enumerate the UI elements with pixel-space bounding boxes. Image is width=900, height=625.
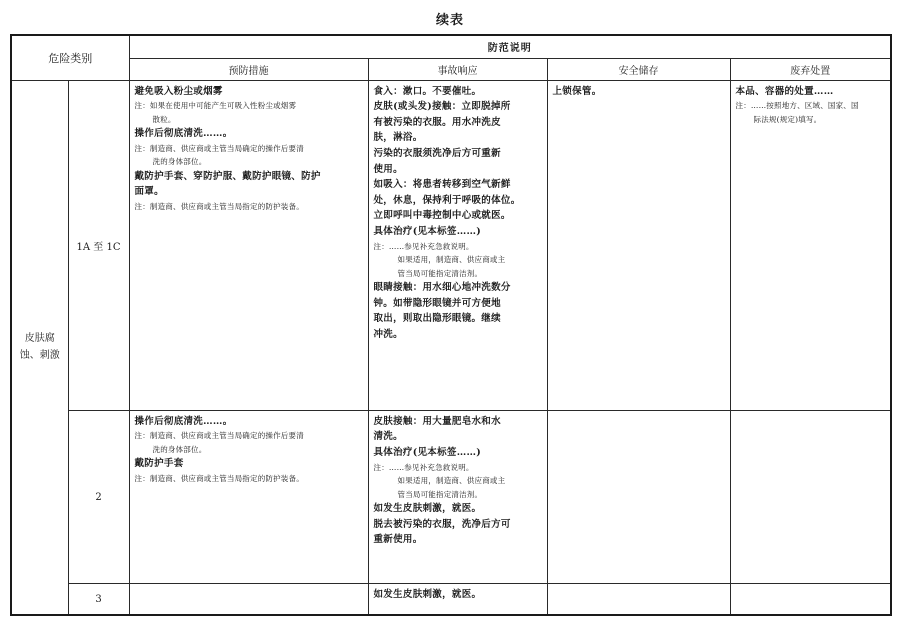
disposal-cell: [730, 584, 891, 615]
note-line: 散粒。: [152, 114, 176, 124]
instruction-line: 有被污染的衣服。用水冲洗皮: [373, 116, 501, 128]
instruction-line: 食入：漱口。不要催吐。: [373, 85, 482, 97]
header-storage: 安全储存: [547, 58, 730, 80]
response-cell: [368, 410, 547, 584]
instruction-line: 眼睛接触：用水细心地冲洗数分: [373, 282, 511, 294]
instruction-line: 肤，淋浴。: [373, 132, 423, 144]
instruction-line: 面罩。: [134, 186, 164, 198]
prevention-cell: [129, 410, 368, 584]
disposal-cell: [730, 410, 891, 584]
instruction-line: 皮肤(或头发)接触：立即脱掉所: [373, 101, 511, 113]
instruction-line: 使用。: [373, 163, 403, 175]
instruction-line: 如发生皮肤刺激，就医。: [373, 589, 482, 601]
instruction-line: 如吸入：将患者转移到空气新鲜: [373, 179, 511, 191]
note-line: 管当局可能指定清洁剂。: [397, 489, 483, 499]
prevention-cell: [129, 584, 368, 615]
note-line: 注：……参见补充急救说明。: [373, 241, 474, 251]
instruction-line: 避免吸入粉尘或烟雾: [134, 85, 223, 97]
storage-cell: [547, 80, 730, 410]
note-line: 际法规(规定)填写。: [753, 114, 822, 124]
note-line: 洗的身体部位。: [152, 444, 207, 454]
instruction-line: 戴防护手套、穿防护服、戴防护眼镜、防护: [134, 170, 321, 182]
instruction-line: 具体治疗(见本标签……): [373, 225, 482, 237]
header-response: 事故响应: [368, 58, 547, 80]
header-row-1: [11, 35, 891, 58]
instruction-line: 操作后彻底清洗……。: [134, 128, 233, 140]
instruction-line: 取出，则取出隐形眼镜。继续: [373, 313, 501, 325]
storage-cell: [547, 584, 730, 615]
response-cell: [368, 584, 547, 615]
note-line: 注：……按照地方、区域、国家、国: [735, 101, 859, 111]
prevention-cell: [129, 80, 368, 410]
hazard-precaution-table: [10, 34, 892, 616]
note-line: 注：……参见补充急救说明。: [373, 462, 474, 472]
header-prevention: 预防措施: [129, 58, 368, 80]
category-cell: 皮肤腐蚀、刺激: [11, 80, 68, 615]
instruction-line: 冲洗。: [373, 328, 403, 340]
instruction-line: 钟。如带隐形眼镜并可方便地: [373, 297, 501, 309]
note-line: 注：如果在使用中可能产生可吸入性粉尘或烟雾: [134, 101, 297, 111]
instruction-line: 立即呼叫中毒控制中心或就医。: [373, 210, 511, 222]
note-line: 注：制造商、供应商或主管当局指定的防护装备。: [134, 202, 304, 212]
note-line: 洗的身体部位。: [152, 157, 207, 167]
subcategory-cell: 1A 至 1C: [68, 80, 129, 410]
instruction-line: 戴防护手套: [134, 458, 184, 470]
response-cell: [368, 80, 547, 410]
note-line: 如果适用，制造商、供应商或主: [397, 255, 506, 265]
header-disposal: 废弃处置: [730, 58, 891, 80]
instruction-line: 上锁保管。: [552, 85, 602, 97]
instruction-line: 污染的衣服须洗净后方可重新: [373, 148, 501, 160]
header-row-2: [11, 58, 891, 80]
instruction-line: 具体治疗(见本标签……): [373, 446, 482, 458]
note-line: 注：制造商、供应商或主管当局确定的操作后要清: [134, 143, 304, 153]
instruction-line: 皮肤接触：用大量肥皂水和水: [373, 415, 501, 427]
instruction-line: 处，休息，保持利于呼吸的体位。: [373, 194, 521, 206]
instruction-line: 清洗。: [373, 431, 403, 443]
instruction-line: 重新使用。: [373, 534, 423, 546]
table-title: 续表: [435, 13, 464, 28]
header-hazard-category: 危险类别: [11, 35, 129, 80]
table-row: [11, 584, 891, 615]
storage-cell: [547, 410, 730, 584]
instruction-line: 如发生皮肤刺激，就医。: [373, 503, 482, 515]
table-row: [11, 410, 891, 584]
subcategory-cell: 2: [68, 410, 129, 584]
disposal-cell: [730, 80, 891, 410]
note-line: 如果适用，制造商、供应商或主: [397, 476, 506, 486]
instruction-line: 操作后彻底清洗……。: [134, 415, 233, 427]
subcategory-cell: 3: [68, 584, 129, 615]
instruction-line: 脱去被污染的衣服，洗净后方可: [373, 518, 511, 530]
note-line: 注：制造商、供应商或主管当局确定的操作后要清: [134, 431, 304, 441]
note-line: 管当局可能指定清洁剂。: [397, 268, 483, 278]
note-line: 注：制造商、供应商或主管当局指定的防护装备。: [134, 473, 304, 483]
header-precaution-group: 防范说明: [129, 35, 891, 58]
instruction-line: 本品、容器的处置……: [735, 85, 834, 97]
table-row: [11, 80, 891, 410]
